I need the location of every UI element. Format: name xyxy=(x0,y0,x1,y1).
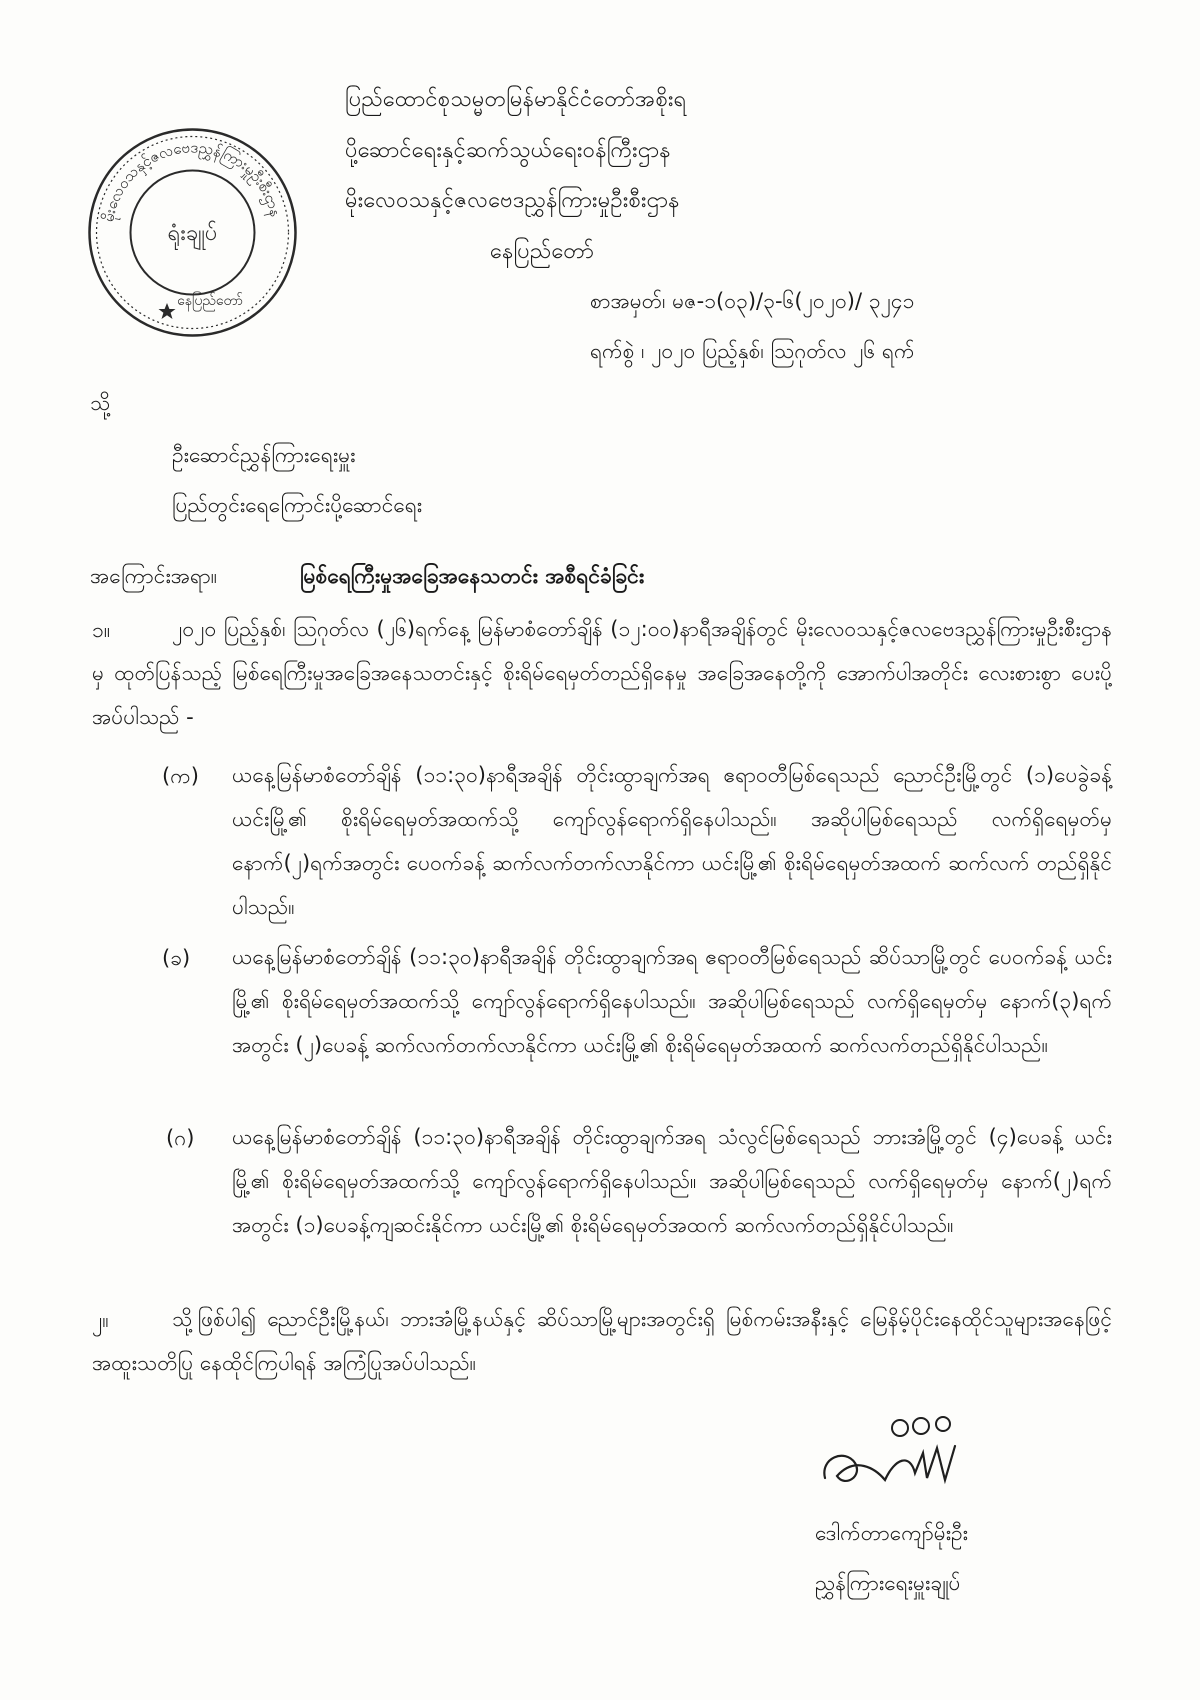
recipient-title: ဦးဆောင်ညွှန်ကြားရေးမှူး xyxy=(172,443,356,467)
item-ka-text: ယနေ့မြန်မာစံတော်ချိန် (၁၁:၃၀)နာရီအချိန် တိုင်းထွာချက်အရ ဧရာဝတီမြစ်ရေသည် ညောင်ဦးမြို့တွင် (၁)ပေခွဲခန့် ယင်းမြို့၏ စိုးရိမ်ရေမှတ်အထက်သို့ ကျော်လွန်ရောက်ရှိနေပါသည်။ အဆိုပါမြစ်ရေသည် လက်ရှိရေမှတ်မှ နောက်(၂)ရက်အတွင်း ပေဝက်ခန့် ဆက်လက်တက်လာနိုင်ကာ ယင်းမြို့၏ စိုးရိမ်ရေမှတ်အထက် ဆက်လက် တည်ရှိနိုင်ပါသည်။ xyxy=(232,763,1112,919)
subject-label: အကြောင်းအရာ။ xyxy=(90,564,218,588)
signatory-title: ညွှန်ကြားရေးမှူးချုပ် xyxy=(815,1571,961,1595)
item-kha-label: (ခ) xyxy=(162,946,191,970)
recipient-organization: ပြည်တွင်းရေကြောင်းပို့ဆောင်ရေး xyxy=(172,493,423,517)
seal-center-text: ရုံးချုပ် xyxy=(167,221,218,246)
recipient-to: သို့ xyxy=(90,391,111,415)
item-kha-text: ယနေ့မြန်မာစံတော်ချိန် (၁၁:၃၀)နာရီအချိန် တိုင်းထွာချက်အရ ဧရာဝတီမြစ်ရေသည် ဆိပ်သာမြို့တွင် ပေဝက်ခန့် ယင်းမြို့၏ စိုးရိမ်ရေမှတ်အထက်သို့ ကျော်လွန်ရောက်ရှိနေပါသည်။ အဆိုပါမြစ်ရေသည် လက်ရှိရေမှတ်မှ နောက်(၃)ရက်အတွင်း (၂)ပေခန့် ဆက်လက်တက်လာနိုင်ကာ ယင်းမြို့၏ စိုးရိမ်ရေမှတ်အထက် ဆက်လက်တည်ရှိနိုင်ပါသည်။ xyxy=(232,945,1112,1057)
official-seal xyxy=(85,125,300,340)
reference-number: စာအမှတ်၊ မဇ-၁(၀၃)/၃-၆(၂၀၂၀)/ ၃၂၄၁ xyxy=(590,289,915,313)
paragraph-2-text: သို့ဖြစ်ပါ၍ ညောင်ဦးမြို့နယ်၊ ဘားအံမြို့နယ်နှင့် ဆိပ်သာမြို့များအတွင်းရှိ မြစ်ကမ်းအနီးနှင့် မြေနိမ့်ပိုင်းနေထိုင်သူများအနေဖြင့် အထူးသတိပြု နေထိုင်ကြပါရန် အကြံပြုအပ်ပါသည်။ xyxy=(92,1307,1112,1375)
paragraph-2-number: ၂။ xyxy=(92,1308,109,1332)
signatory-name: ဒေါက်တာကျော်မိုးဦး xyxy=(815,1521,969,1545)
handwritten-signature xyxy=(815,1398,975,1508)
letterhead-department: မိုးလေဝသနှင့်ဇလဗေဒညွှန်ကြားမှုဦးစီးဌာန xyxy=(345,188,680,213)
letterhead-government: ပြည်ထောင်စုသမ္မတမြန်မာနိုင်ငံတော်အစိုးရ xyxy=(345,87,687,112)
seal-star-icon xyxy=(159,303,176,319)
signature-icon xyxy=(815,1398,975,1508)
item-ga-text: ယနေ့မြန်မာစံတော်ချိန် (၁၁:၃၀)နာရီအချိန် တိုင်းထွာချက်အရ သံလွင်မြစ်ရေသည် ဘားအံမြို့တွင် (၄)ပေခန့် ယင်းမြို့၏ စိုးရိမ်ရေမှတ်အထက်သို့ ကျော်လွန်ရောက်ရှိနေပါသည်။ အဆိုပါမြစ်ရေသည် လက်ရှိရေမှတ်မှ နောက်(၂)ရက်အတွင်း (၁)ပေခန့်ကျဆင်းနိုင်ကာ ယင်းမြို့၏ စိုးရိမ်ရေမှတ်အထက် ဆက်လက်တည်ရှိနိုင်ပါသည်။ xyxy=(232,1125,1112,1237)
seal-ring-text: မိုးလေဝသနှင့်ဇလဗေဒညွှန်ကြားမှုဦးစီးဌာန xyxy=(99,138,285,224)
subject-text: မြစ်ရေကြီးမှုအခြေအနေသတင်း အစီရင်ခံခြင်း xyxy=(300,564,645,588)
letter-date: ရက်စွဲ ၊ ၂၀၂၀ ပြည့်နှစ်၊ ဩဂုတ်လ ၂၆ ရက် xyxy=(590,339,915,363)
seal-bottom-text: နေပြည်တော် xyxy=(177,293,243,309)
item-ga-label: (ဂ) xyxy=(166,1126,195,1150)
letterhead-ministry: ပို့ဆောင်ရေးနှင့်ဆက်သွယ်ရေးဝန်ကြီးဌာန xyxy=(345,138,671,163)
paragraph-1-text: ၂၀၂၀ ပြည့်နှစ်၊ ဩဂုတ်လ (၂၆)ရက်နေ့ မြန်မာစံတော်ချိန် (၁၂:၀၀)နာရီအချိန်တွင် မိုးလေဝသနှင့်ဇလဗေဒညွှန်ကြားမှုဦးစီးဌာနမှ ထုတ်ပြန်သည့် မြစ်ရေကြီးမှုအခြေအနေသတင်းနှင့် စိုးရိမ်ရေမှတ်တည်ရှိနေမှု အခြေအနေတို့ကို အောက်ပါအတိုင်း လေးစားစွာ ပေးပို့အပ်ပါသည် - xyxy=(92,617,1112,729)
letterhead-city: နေပြည်တော် xyxy=(490,239,595,264)
seal-stamp-icon xyxy=(85,125,300,340)
paragraph-1-number: ၁။ xyxy=(92,618,111,642)
item-ka-label: (က) xyxy=(162,764,199,788)
